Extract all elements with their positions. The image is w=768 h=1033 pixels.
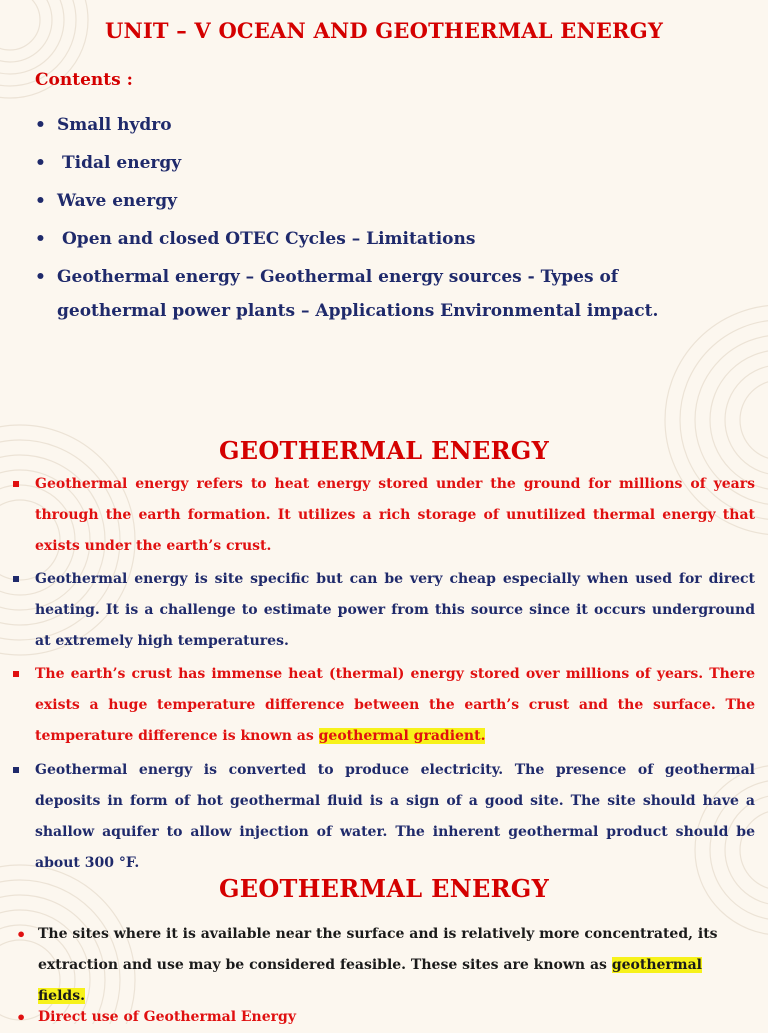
contents-list xyxy=(35,108,725,332)
bullet-icon: • xyxy=(35,115,46,135)
bullet-icon: • xyxy=(35,191,46,211)
paragraph-site-specific: Geothermal energy is site specific but can be very cheap especially when used for direct heating. It is a challenge to estimate power from this source since it occurs underground at extremely high temperatures. xyxy=(35,564,755,657)
contents-label: Contents : xyxy=(35,70,133,90)
list-item: • Small hydro xyxy=(35,108,725,142)
list-item: • Geothermal energy – Geothermal energy sources - Types of geothermal power plants – Applications Environmental impact. xyxy=(35,260,725,328)
highlight-geothermal-fields: geothermal fields. xyxy=(38,957,702,1004)
bullet-icon: • xyxy=(35,153,46,173)
paragraph-geothermal-fields: • The sites where it is available near the surface and is relatively more concentrated, its extraction and use may be considered feasible. These sites are known as geothermal fields. xyxy=(38,919,753,1012)
list-item: • Tidal energy xyxy=(35,146,725,180)
section-title-geothermal: GEOTHERMAL ENERGY xyxy=(218,436,550,465)
paragraph-crust-heat: The earth’s crust has immense heat (thermal) energy stored over millions of years. There exists a huge temperature difference between the earth’s crust and the surface. The temperature difference is known as geothermal gradient. xyxy=(35,659,755,752)
bullet-icon: • xyxy=(16,925,27,944)
square-bullet-icon xyxy=(13,671,19,677)
paragraph-definition: Geothermal energy refers to heat energy stored under the ground for millions of years through the earth formation. It utilizes a rich storage of unutilized thermal energy that exists under the earth’s crust. xyxy=(35,469,755,562)
highlight-geothermal-gradient: geothermal gradient. xyxy=(318,728,486,744)
list-item: • Open and closed OTEC Cycles – Limitations xyxy=(35,222,725,256)
paragraph-electricity: Geothermal energy is converted to produce electricity. The presence of geothermal deposits in form of hot geothermal fluid is a sign of a good site. The site should have a shallow aquifer to allow injection of water. The inherent geothermal product should be about 300 °F. xyxy=(35,755,755,879)
paragraph-direct-use: • Direct use of Geothermal Energy xyxy=(38,1002,753,1033)
bullet-icon: • xyxy=(16,1008,27,1027)
unit-title: UNIT – V OCEAN AND GEOTHERMAL ENERGY xyxy=(104,18,664,43)
section-title-geothermal-2: GEOTHERMAL ENERGY xyxy=(218,874,550,903)
square-bullet-icon xyxy=(13,767,19,773)
list-item: • Wave energy xyxy=(35,184,725,218)
square-bullet-icon xyxy=(13,481,19,487)
bullet-icon: • xyxy=(35,267,46,287)
square-bullet-icon xyxy=(13,576,19,582)
bullet-icon: • xyxy=(35,229,46,249)
